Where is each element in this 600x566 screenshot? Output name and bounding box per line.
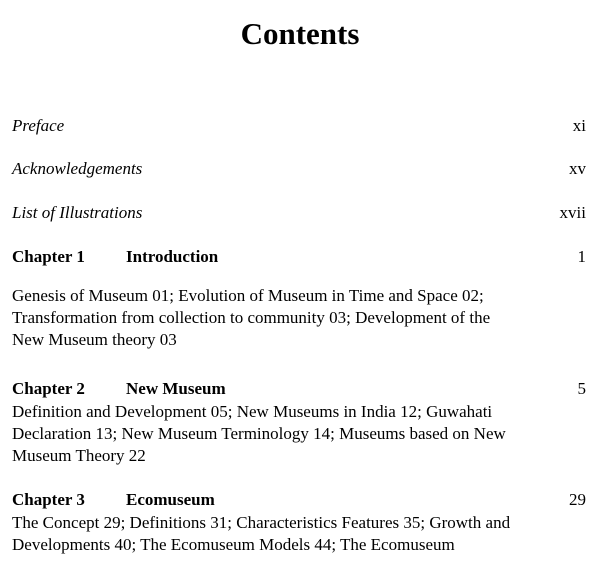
chapter-heading bbox=[12, 488, 586, 512]
page-title: Contents bbox=[240, 16, 360, 51]
entry-label: Acknowledgements bbox=[12, 159, 143, 178]
entry-page-number: xvii bbox=[559, 203, 586, 222]
toc-entry-list-of-illustrations[interactable] bbox=[12, 201, 586, 225]
toc-chapter-2[interactable] bbox=[12, 377, 586, 467]
entry-page-number: xi bbox=[572, 116, 586, 135]
toc-chapter-1[interactable] bbox=[12, 245, 586, 351]
chapter-description: Genesis of Museum 01; Evolution of Museum in Time and Space 02; Transformation from collection to community 03; Development of the New Museum theory 03 bbox=[12, 286, 491, 349]
toc-entry-acknowledgements[interactable] bbox=[12, 157, 586, 181]
chapter-number: Chapter 2 bbox=[12, 379, 85, 398]
chapter-heading bbox=[12, 245, 586, 269]
chapter-title: Ecomuseum bbox=[126, 490, 215, 509]
chapter-page-number: 1 bbox=[577, 247, 586, 266]
chapter-page-number: 5 bbox=[577, 379, 586, 398]
chapter-title: New Museum bbox=[126, 379, 226, 398]
chapter-page-number: 29 bbox=[569, 490, 586, 509]
chapter-description: The Concept 29; Definitions 31; Characteristics Features 35; Growth and Developments 40; The Ecomuseum Models 44; The Ecomuseum bbox=[12, 513, 511, 554]
toc-chapter-3[interactable] bbox=[12, 488, 586, 556]
entry-page-number: xv bbox=[569, 159, 586, 178]
chapter-number: Chapter 1 bbox=[12, 247, 85, 266]
chapter-description: Definition and Development 05; New Museums in India 12; Guwahati Declaration 13; New Museum Terminology 14; Museums based on New Museum Theory 22 bbox=[12, 402, 506, 465]
entry-label: Preface bbox=[12, 116, 65, 135]
entry-label: List of Illustrations bbox=[12, 203, 143, 222]
chapter-title: Introduction bbox=[126, 247, 219, 266]
toc-entry-preface[interactable] bbox=[12, 114, 586, 138]
chapter-number: Chapter 3 bbox=[12, 490, 85, 509]
chapter-heading bbox=[12, 377, 586, 401]
